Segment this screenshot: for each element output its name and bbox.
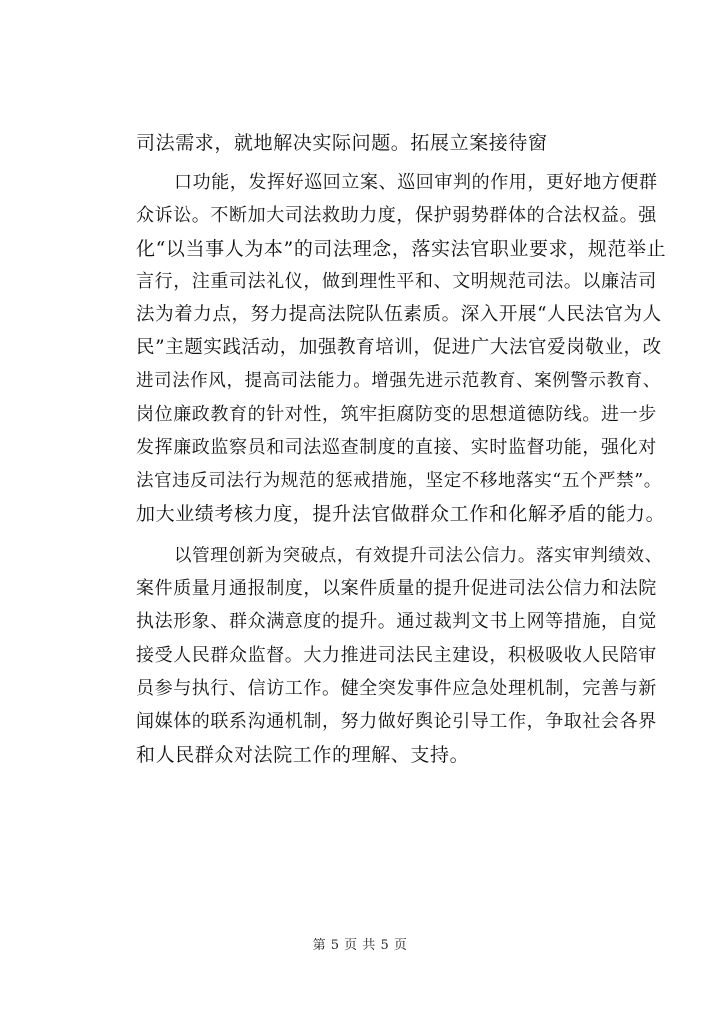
text-line: 言行，注重司法礼仪，做到理性平和、文明规范司法。以廉洁司 [136,271,657,292]
text-line: 法为着力点，努力提高法院队伍素质。深入开展“人民法官为人 [136,304,662,325]
text-line: 和人民群众对法院工作的理解、支持。 [136,744,470,766]
text-line: 加大业绩考核力度，提升法官做群众工作和化解矛盾的能力。 [136,503,666,525]
text-line: 众诉讼。不断加大司法救助力度，保护弱势群体的合法权益。强 [136,205,657,226]
text-line: 民”主题实践活动，加强教育培训，促进广大法官爱岗敬业，改 [136,337,662,358]
text-line: 执法形象、群众满意度的提升。通过裁判文书上网等措施，自觉 [136,611,657,632]
text-line: 发挥廉政监察员和司法巡查制度的直接、实时监督功能，强化对 [136,437,657,458]
text-line: 以管理创新为突破点，有效提升司法公信力。落实审判绩效、 [174,546,663,566]
text-line: 进司法作风，提高司法能力。增强先进示范教育、案例警示教育、 [136,371,661,391]
page-number: 第 5 页 共 5 页 [312,938,408,953]
text-line: 司法需求，就地解决实际问题。拓展立案接待窗 [136,132,548,154]
text-line: 化“以当事人为本”的司法理念，落实法官职业要求，规范举止 [136,238,667,260]
text-line: 案件质量月通报制度，以案件质量的提升促进司法公信力和法院 [136,578,657,599]
text-line: 接受人民群众监督。大力推进司法民主建设，积极吸收人民陪审 [136,645,657,666]
text-line: 口功能，发挥好巡回立案、巡回审判的作用，更好地方便群 [174,172,658,193]
text-line: 员参与执行、信访工作。健全突发事件应急处理机制，完善与新 [136,678,657,699]
text-line: 岗位廉政教育的针对性，筑牢拒腐防变的思想道德防线。进一步 [136,404,657,425]
text-line: 闻媒体的联系沟通机制，努力做好舆论引导工作，争取社会各界 [136,711,657,732]
text-line: 法官违反司法行为规范的惩戒措施，坚定不移地落实“五个严禁”。 [136,471,662,491]
